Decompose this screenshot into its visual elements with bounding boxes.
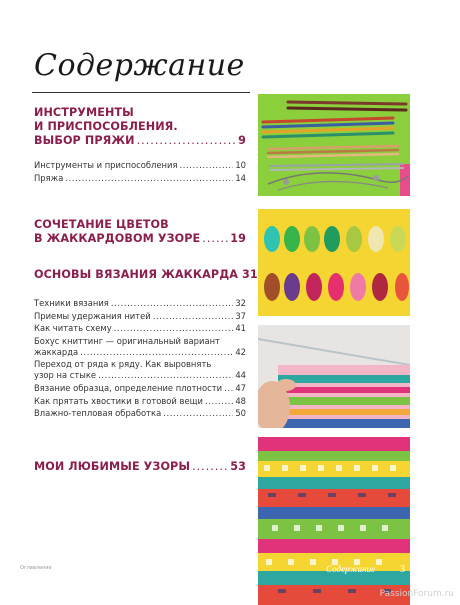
page-number: 41	[235, 323, 246, 334]
subentry-label: Как прятать хвостики в готовой вещи	[34, 395, 203, 406]
toc-section-tools	[34, 106, 246, 185]
section-title-line: В ЖАККАРДОВОМ УЗОРЕ	[34, 232, 201, 245]
subentry-label: Влажно-тепловая обработка	[34, 408, 162, 419]
subentry-label: Пряжа	[34, 172, 64, 183]
dot-leader	[202, 232, 228, 246]
page-number: 47	[235, 382, 246, 393]
subentry-label: Как читать схему	[34, 323, 112, 334]
yarn-illustration	[258, 209, 410, 316]
page-number: 42	[235, 346, 246, 357]
dot-leader	[98, 370, 233, 381]
toc-subentry[interactable]	[34, 298, 246, 309]
toc-section-patterns	[34, 460, 246, 474]
section-title-line: И ПРИСПОСОБЛЕНИЯ.	[34, 120, 178, 133]
watermark: PassionForum.ru	[379, 589, 454, 599]
subentry-label-line: Переход от ряда к ряду. Как выровнять	[34, 359, 212, 370]
page-number: 14	[235, 172, 246, 183]
dot-leader	[205, 396, 233, 407]
dot-leader	[80, 347, 233, 358]
toc-subentry[interactable]	[34, 396, 246, 407]
dot-leader	[180, 160, 234, 171]
colorful-jacquard-knit-photo	[258, 437, 410, 605]
knitting-needles-photo	[258, 94, 410, 196]
toc-subentry[interactable]	[34, 173, 246, 184]
toc-section-basics	[34, 268, 258, 421]
needles-illustration	[258, 94, 410, 196]
photo-caption: Содержание	[326, 564, 376, 574]
page-number: 31	[242, 268, 258, 281]
knitting-illustration	[258, 325, 410, 428]
knitting-in-progress-photo	[258, 325, 410, 428]
dot-leader	[153, 311, 234, 322]
section-title-line: ИНСТРУМЕНТЫ	[34, 106, 134, 119]
section-title-line: ОСНОВЫ ВЯЗАНИЯ ЖАККАРДА	[34, 268, 239, 281]
dot-leader	[163, 408, 233, 419]
toc-subentry[interactable]	[34, 408, 246, 419]
toc-entry[interactable]	[34, 268, 258, 282]
page-number: 48	[235, 395, 246, 406]
section-title-line: ВЫБОР ПРЯЖИ	[34, 134, 135, 147]
title-rule	[32, 92, 250, 93]
section-title-line: СОЧЕТАНИЕ ЦВЕТОВ	[34, 218, 169, 231]
page-number: 3	[400, 564, 405, 575]
page-title: Содержание	[34, 48, 245, 83]
dot-leader	[137, 134, 237, 148]
page-number: 9	[238, 134, 246, 147]
subentry-label-line: Бохус книттинг — оригинальный вариант	[34, 335, 220, 346]
toc-subentry[interactable]	[34, 311, 246, 322]
toc-section-colors	[34, 218, 246, 246]
page-number: 44	[235, 370, 246, 381]
running-footer: Оглавление	[20, 565, 52, 571]
toc-entry[interactable]	[34, 232, 246, 246]
page-number: 53	[230, 460, 246, 473]
toc-subentry[interactable]	[34, 383, 246, 394]
page-number: 32	[235, 298, 246, 308]
dot-leader	[192, 460, 228, 474]
subentry-label: Техники вязания	[34, 298, 109, 308]
dot-leader	[111, 298, 234, 309]
subentry-label: Приемы удержания нитей	[34, 310, 151, 321]
subentry-label: узор на стыке	[34, 370, 97, 381]
subentry-label: Вязание образца, определение плотности	[34, 382, 223, 393]
toc-subentry[interactable]	[34, 323, 246, 334]
yarn-skeins-photo	[258, 209, 410, 316]
jacquard-illustration	[258, 437, 410, 605]
dot-leader	[114, 323, 234, 334]
toc-subentry[interactable]	[34, 336, 246, 358]
subentry-label: жаккарда	[34, 346, 79, 357]
section-title-line: МОИ ЛЮБИМЫЕ УЗОРЫ	[34, 460, 191, 473]
dot-leader	[224, 383, 233, 394]
toc-entry[interactable]	[34, 134, 246, 148]
page-number: 10	[235, 160, 246, 170]
page-number: 37	[235, 310, 246, 321]
toc-subentry[interactable]	[34, 359, 246, 381]
page-number: 50	[235, 408, 246, 419]
subentry-label: Инструменты и приспособления	[34, 160, 178, 170]
page-number: 19	[230, 232, 246, 245]
toc-entry[interactable]	[34, 460, 246, 474]
dot-leader	[65, 173, 233, 184]
toc-subentry[interactable]	[34, 160, 246, 171]
